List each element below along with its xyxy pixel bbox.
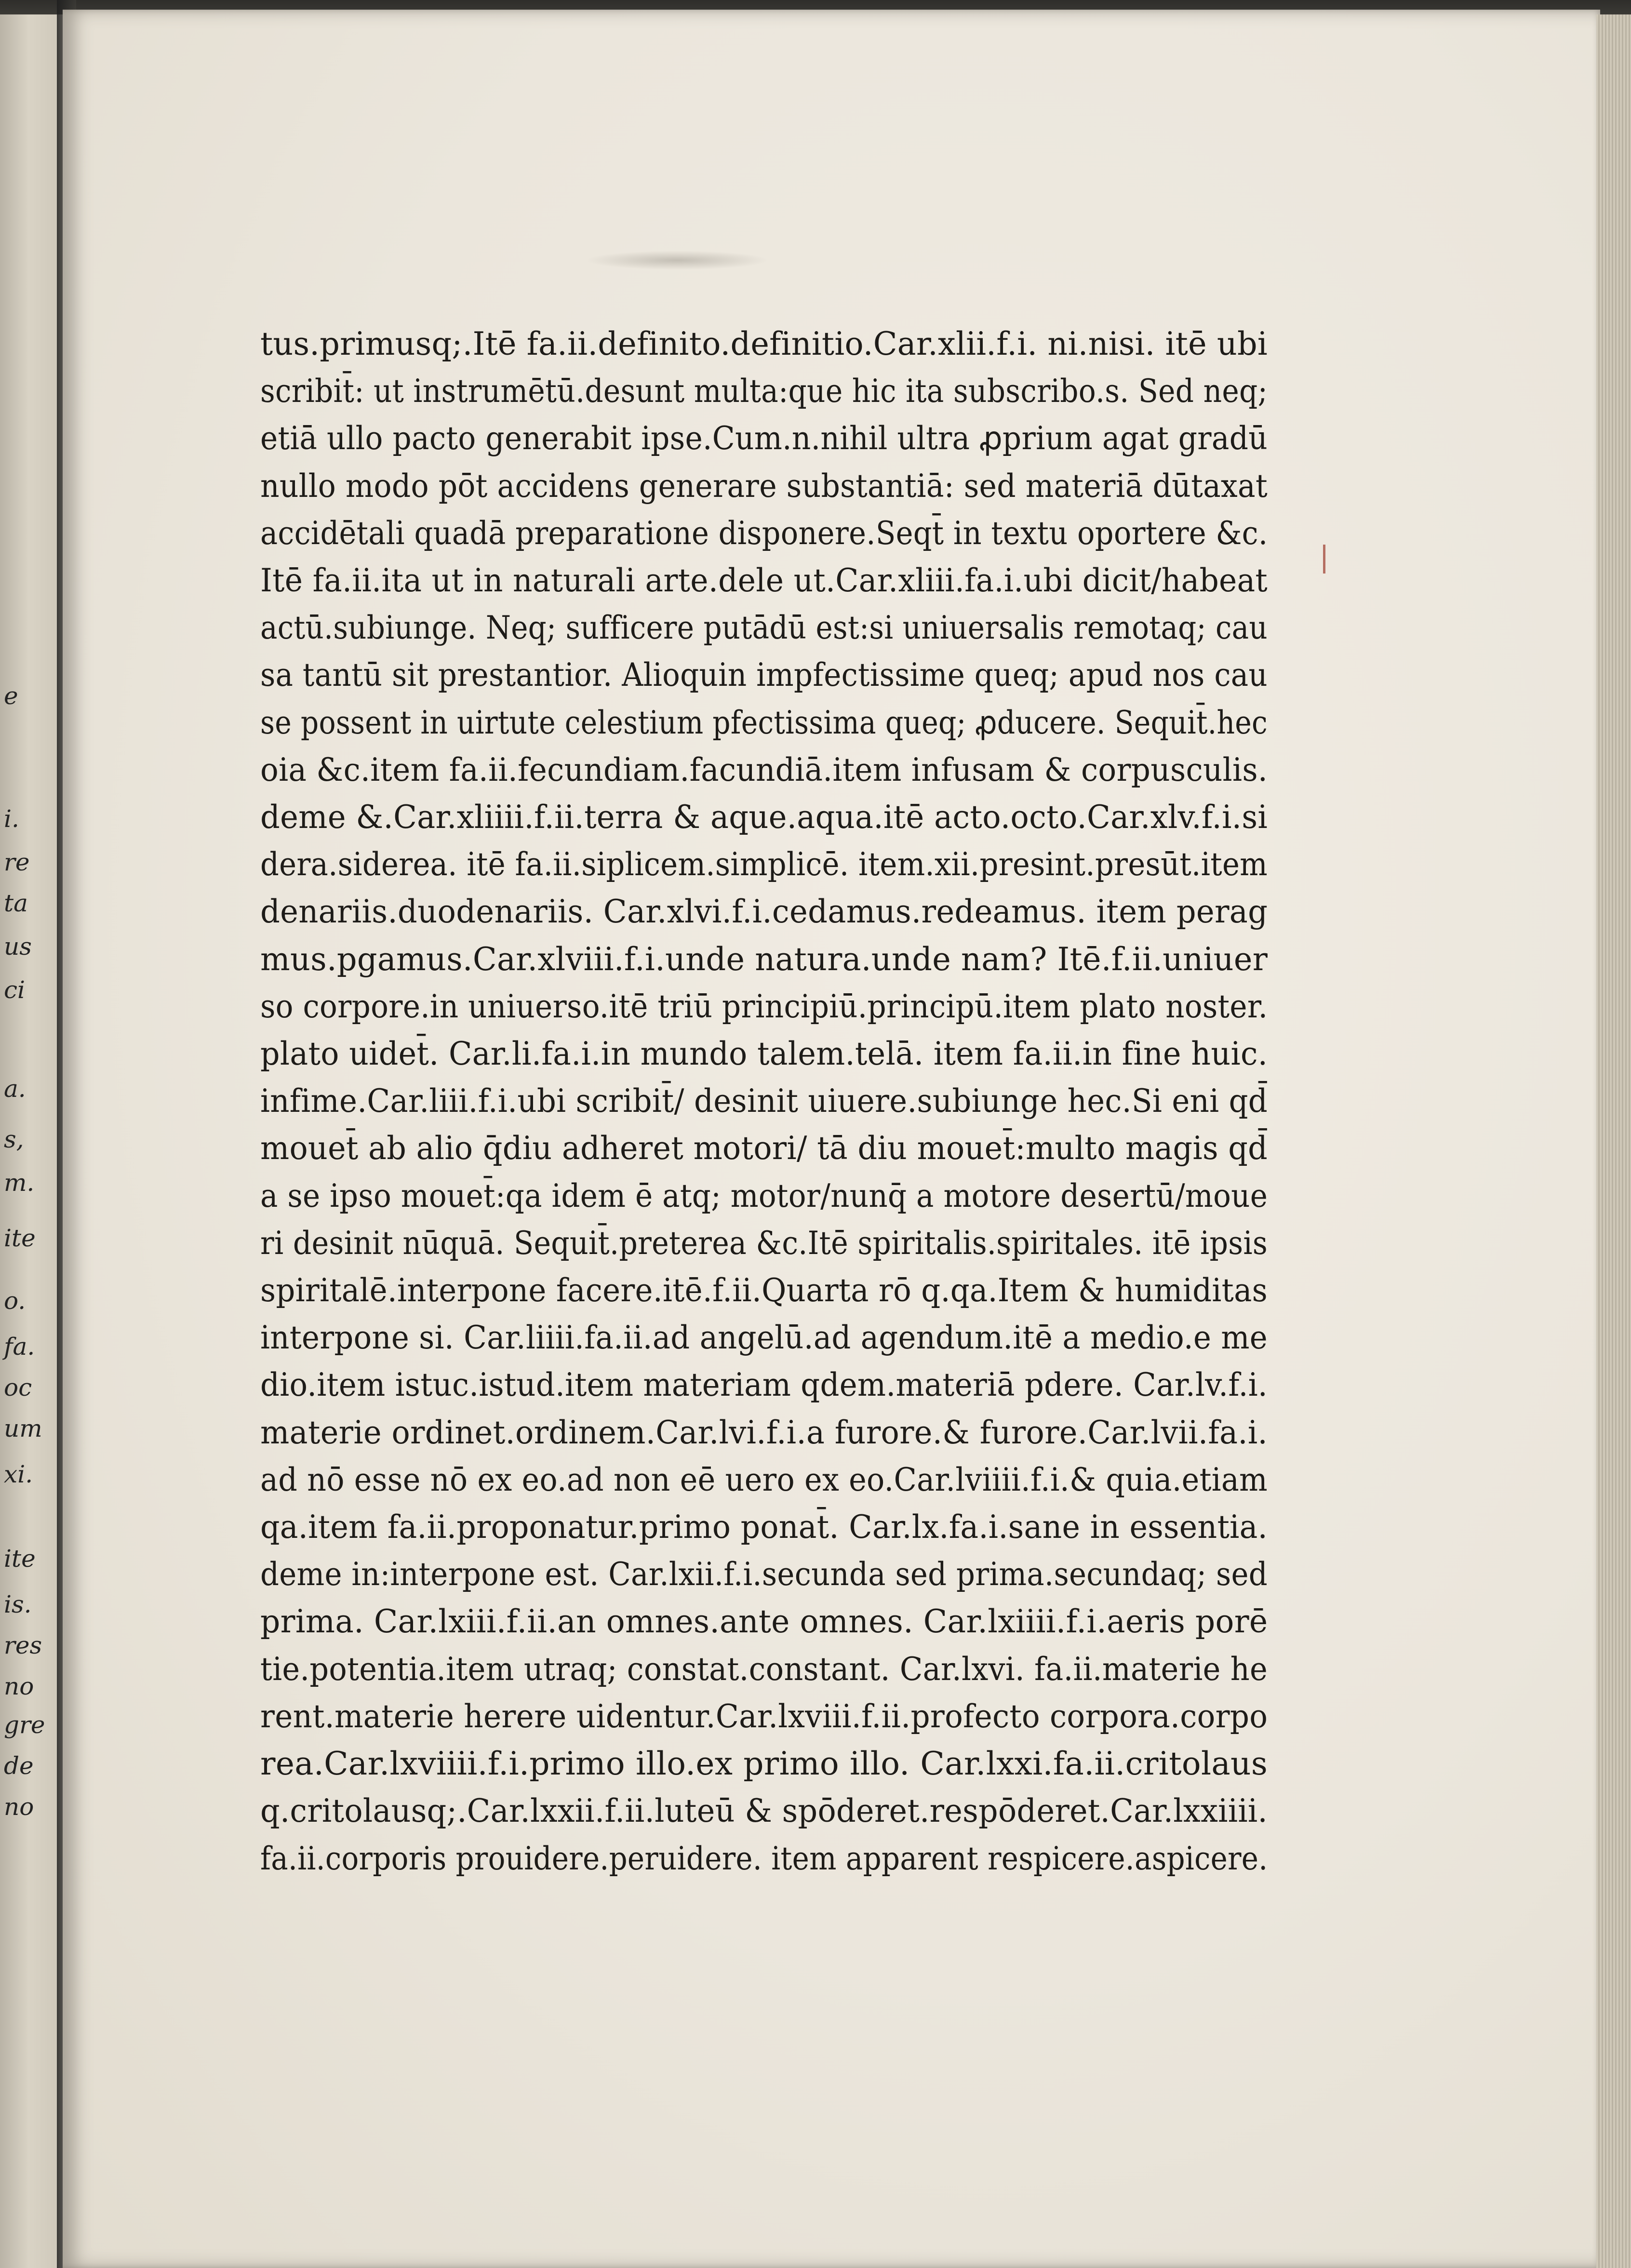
margin-fragment: xi. — [4, 1460, 33, 1488]
margin-fragment: um — [4, 1414, 42, 1442]
text-line: scribit̄: ut instrumētū.desunt multa:que hic ita subscribo.s. Sed neq; — [260, 373, 1268, 410]
margin-fragment: fa. — [4, 1333, 35, 1361]
margin-fragment: re — [4, 848, 30, 876]
text-line: mouet̄ ab alio q̄diu adheret motori/ tā diu mouet̄:multo magis qd̄ — [260, 1130, 1268, 1167]
text-line: qa.item fa.ii.proponatur.primo ponat̄. Car.lx.fa.i.sane in essentia. — [260, 1508, 1268, 1546]
text-line: rent.materie herere uidentur.Car.lxviii.f.ii.profecto corpora.corpo — [260, 1697, 1268, 1735]
margin-fragment: de — [4, 1752, 34, 1780]
text-line: etiā ullo pacto generabit ipse.Cum.n.nihil ultra ꝓprium agat gradū — [260, 420, 1268, 457]
margin-fragment: no — [4, 1672, 34, 1700]
text-line: nullo modo pōt accidens generare substantiā: sed materiā dūtaxat — [260, 467, 1268, 505]
text-line: mus.pgamus.Car.xlviii.f.i.unde natura.unde nam? Itē.f.ii.uniuer — [260, 940, 1268, 978]
text-line: deme in:interpone est. Car.lxii.f.i.secunda sed prima.secundaq; sed — [260, 1556, 1268, 1593]
text-line: deme &.Car.xliiii.f.ii.terra & aque.aqua.itē acto.octo.Car.xlv.f.i.si — [260, 799, 1268, 836]
text-line: dera.siderea. itē fa.ii.siplicem.simplicē. item.xii.presint.presūt.item — [260, 846, 1268, 883]
text-line: se possent in uirtute celestium pfectissima queq; ꝓducere. Sequit̄.hec — [260, 704, 1268, 741]
margin-fragment: e — [4, 682, 18, 710]
margin-fragment: o. — [4, 1287, 26, 1315]
margin-fragment: a. — [4, 1075, 26, 1103]
text-line: accidētali quadā preparatione disponere.Seqt̄ in textu oportere &c. — [260, 514, 1268, 552]
text-line: tie.potentia.item utraq; constat.constant. Car.lxvi. fa.ii.materie he — [260, 1650, 1268, 1688]
text-line: sa tantū sit prestantior. Alioquin impfectissime queq; apud nos cau — [260, 656, 1268, 694]
text-line: q.critolausq;.Car.lxxii.f.ii.luteū & spōderet.respōderet.Car.lxxiiii. — [260, 1792, 1268, 1830]
text-line: materie ordinet.ordinem.Car.lvi.f.i.a furore.& furore.Car.lvii.fa.i. — [260, 1414, 1268, 1451]
margin-fragment: oc — [4, 1374, 32, 1401]
text-line: dio.item istuc.istud.item materiam qdem.materiā pdere. Car.lv.f.i. — [260, 1366, 1268, 1404]
margin-fragment: res — [4, 1631, 42, 1659]
margin-fragment: us — [4, 933, 32, 961]
margin-fragment: ite — [4, 1224, 36, 1252]
text-line: oia &c.item fa.ii.fecundiam.facundiā.item infusam & corpusculis. — [260, 751, 1268, 788]
text-line: ad nō esse nō ex eo.ad non eē uero ex eo.Car.lviiii.f.i.& quia.etiam — [260, 1461, 1268, 1498]
text-line: so corpore.in uniuerso.itē triū principiū.principū.item plato noster. — [260, 987, 1268, 1025]
margin-fragment: ci — [4, 976, 25, 1004]
text-line: ri desinit nūquā. Sequit̄.preterea &c.Itē spiritalis.spiritales. itē ipsis — [260, 1224, 1268, 1262]
text-line: prima. Car.lxiii.f.ii.an omnes.ante omnes. Car.lxiiii.f.i.aeris porē — [260, 1603, 1268, 1641]
text-line: tus.primusq;.Itē fa.ii.definito.definitio.Car.xlii.f.i. ni.nisi. itē ubi — [260, 325, 1268, 362]
errata-text-block — [260, 320, 1268, 1882]
margin-fragment: m. — [4, 1169, 35, 1197]
margin-fragment: no — [4, 1793, 34, 1821]
margin-fragment: is. — [4, 1590, 32, 1618]
text-line: fa.ii.corporis prouidere.peruidere. item apparent respicere.aspicere. — [260, 1840, 1268, 1877]
marginal-mark — [1323, 545, 1325, 574]
ink-smudge — [586, 251, 769, 270]
text-line: rea.Car.lxviiii.f.i.primo illo.ex primo illo. Car.lxxi.fa.ii.critolaus — [260, 1745, 1268, 1783]
text-line: plato uidet̄. Car.li.fa.i.in mundo talem.telā. item fa.ii.in fine huic. — [260, 1035, 1268, 1073]
text-line: interpone si. Car.liiii.fa.ii.ad angelū.ad agendum.itē a medio.e me — [260, 1319, 1268, 1357]
margin-fragment: ite — [4, 1545, 36, 1573]
text-line: denariis.duodenariis. Car.xlvi.f.i.cedamus.redeamus. item perag — [260, 893, 1268, 931]
text-line: Itē fa.ii.ita ut in naturali arte.dele ut.Car.xliii.fa.i.ubi dicit/habeat — [260, 562, 1268, 600]
margin-fragment: gre — [4, 1711, 45, 1739]
page-edges — [1596, 14, 1631, 2268]
text-line: a se ipso mouet̄:qa idem ē atq; motor/nunq̄ a motore desertū/moue — [260, 1177, 1268, 1214]
margin-fragment: i. — [4, 805, 19, 833]
margin-fragment: ta — [4, 889, 28, 917]
text-line: actū.subiunge. Neq; sufficere putādū est:si uniuersalis remotaq; cau — [260, 609, 1268, 647]
margin-fragment: s, — [4, 1125, 24, 1153]
text-line: infime.Car.liii.f.i.ubi scribit̄/ desinit uiuere.subiunge hec.Si eni qd̄ — [260, 1082, 1268, 1120]
text-line: spiritalē.interpone facere.itē.f.ii.Quarta rō q.qa.Item & humiditas — [260, 1272, 1268, 1309]
